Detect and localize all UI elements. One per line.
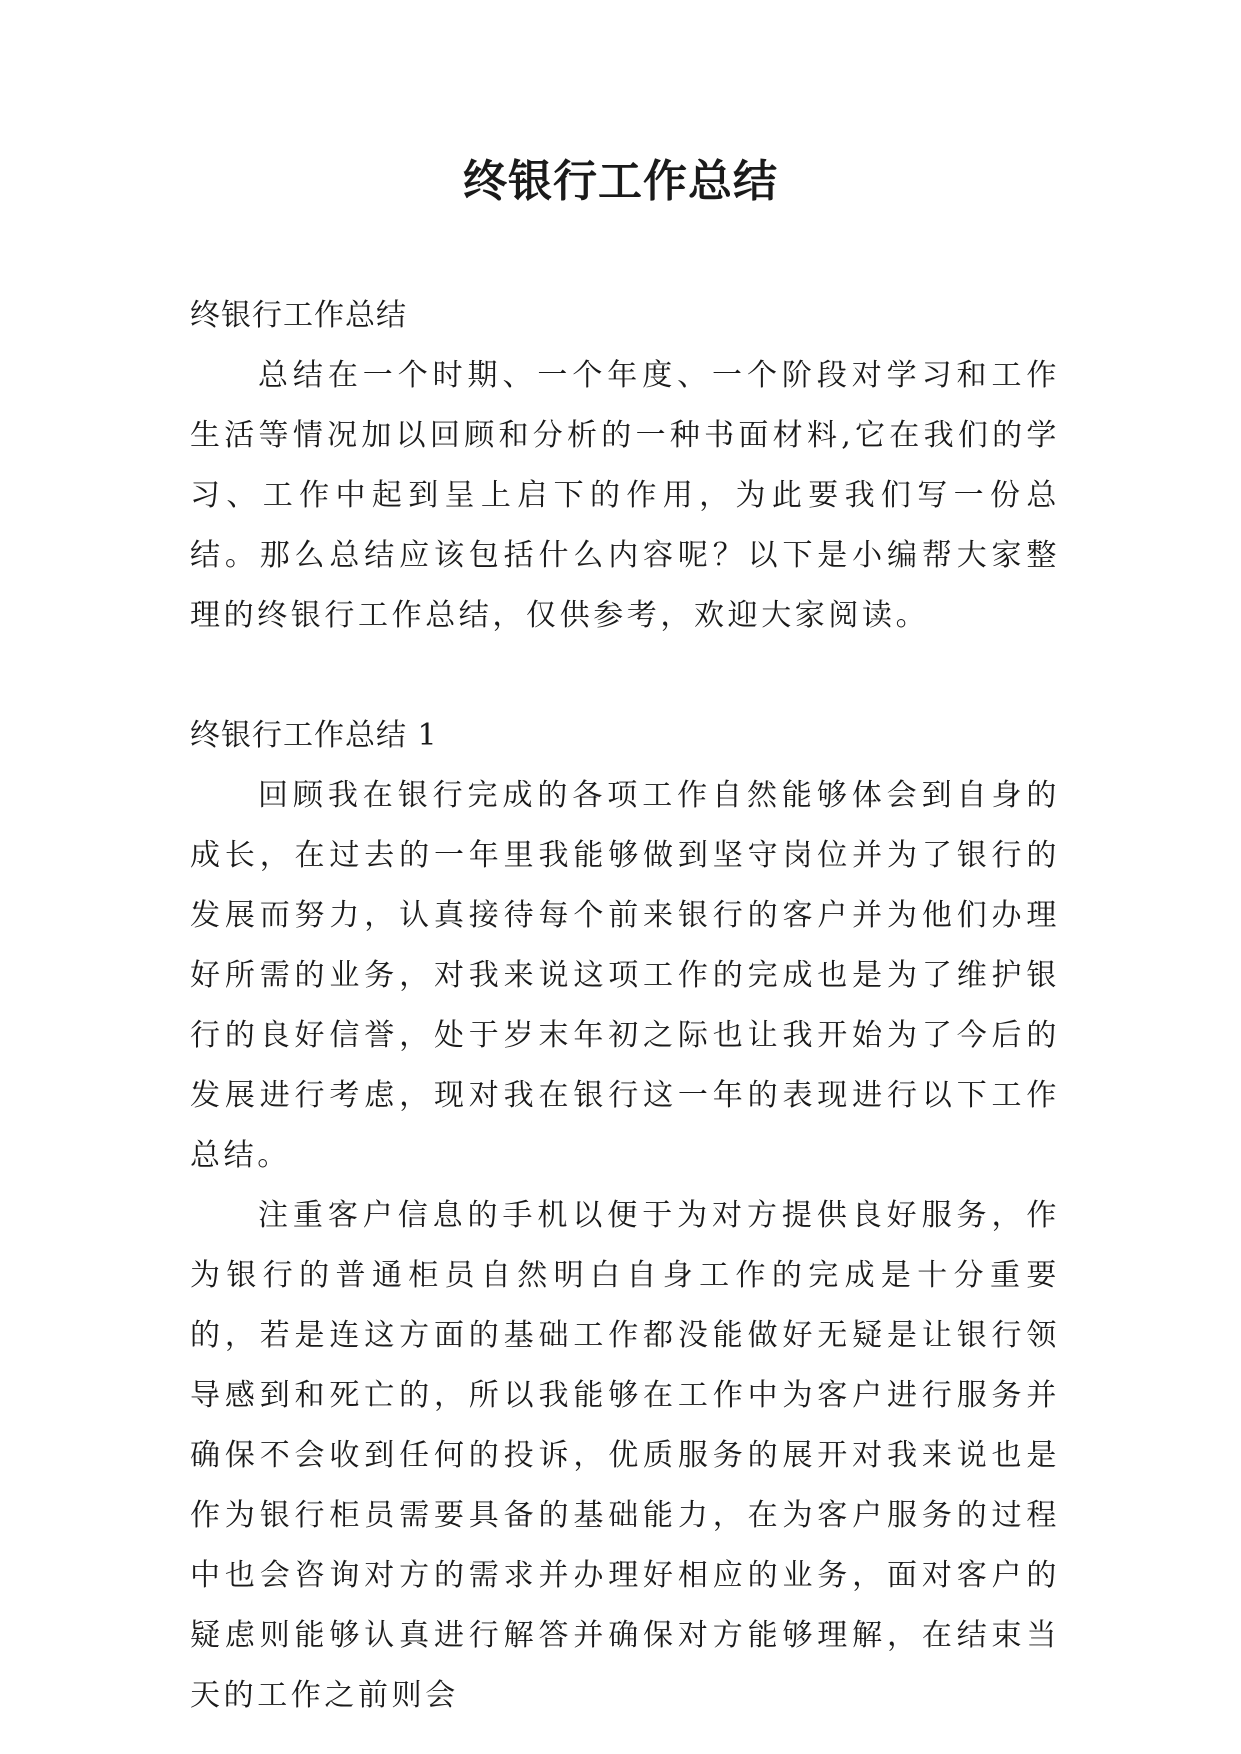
section-1-heading: 终银行工作总结 1 [190, 718, 438, 753]
intro-heading: 终银行工作总结 [190, 298, 407, 333]
document-title: 终银行工作总结 [463, 156, 778, 207]
intro-paragraph: 总结在一个时期、一个年度、一个阶段对学习和工作生活等情况加以回顾和分析的一种书面材料,它在我们的学习、工作中起到呈上启下的作用，为此要我们写一份总结。那么总结应该包括什么内容呢？以下是小编帮大家整理的终银行工作总结，仅供参考，欢迎大家阅读。 [190, 358, 1060, 633]
section-spacer [190, 646, 1060, 706]
section-1-paragraph-2: 注重客户信息的手机以便于为对方提供良好服务，作为银行的普通柜员自然明白自身工作的完成是十分重要的，若是连这方面的基础工作都没能做好无疑是让银行领导感到和死亡的，所以我能够在工作中为客户进行服务并确保不会收到任何的投诉，优质服务的展开对我来说也是作为银行柜员需要具备的基础能力，在为客户服务的过程中也会咨询对方的需求并办理好相应的业务，面对客户的疑虑则能够认真进行解答并确保对方能够理解，在结束当天的工作之前则会 [190, 1198, 1060, 1713]
document-body [190, 286, 1060, 1726]
section-1-paragraph-1: 回顾我在银行完成的各项工作自然能够体会到自身的成长，在过去的一年里我能够做到坚守岗位并为了银行的发展而努力，认真接待每个前来银行的客户并为他们办理好所需的业务，对我来说这项工作的完成也是为了维护银行的良好信誉，处于岁末年初之际也让我开始为了今后的发展进行考虑，现对我在银行这一年的表现进行以下工作总结。 [190, 778, 1060, 1173]
